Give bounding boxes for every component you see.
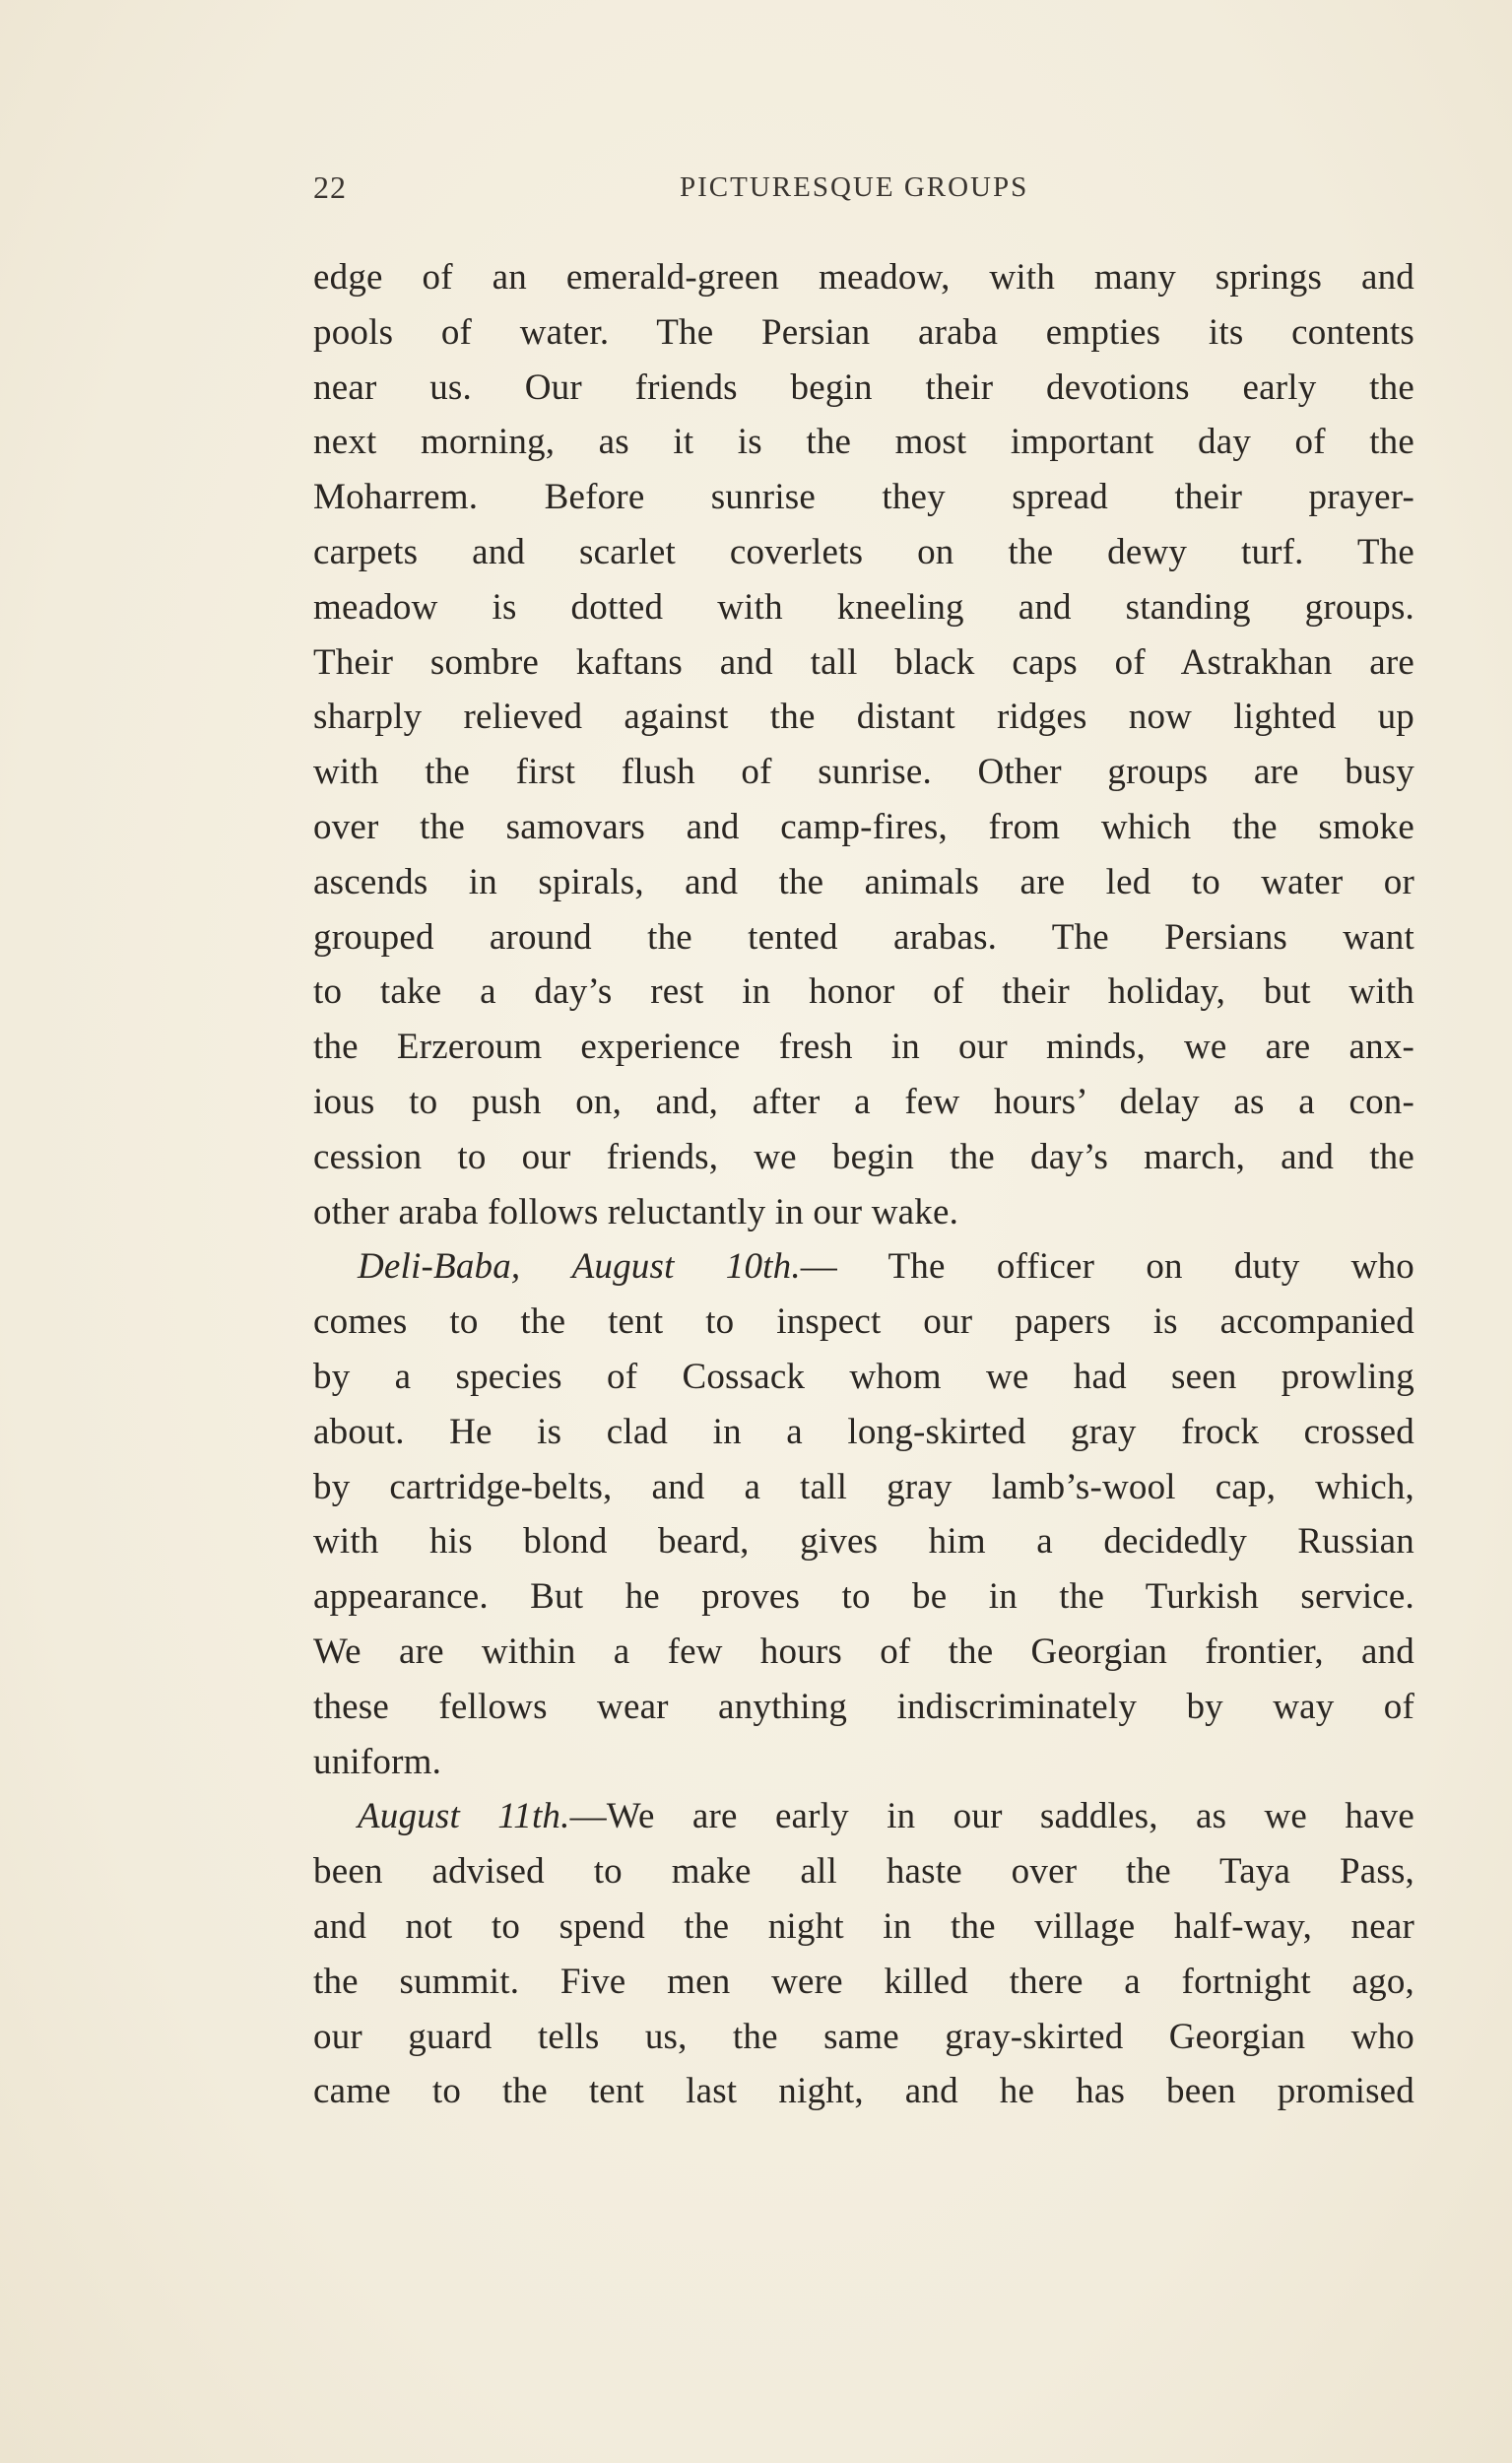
text-line: with the first flush of sunrise. Other groups are busy bbox=[313, 752, 1414, 793]
body-text bbox=[313, 250, 1414, 2119]
text-line: ious to push on, and, after a few hours’ delay as a con- bbox=[313, 1081, 1414, 1122]
text-line: comes to the tent to inspect our papers is accompanied bbox=[313, 1301, 1414, 1343]
text-line: to take a day’s rest in honor of their holiday, but with bbox=[313, 971, 1414, 1013]
text-line: with his blond beard, gives him a decidedly Russian bbox=[313, 1521, 1414, 1563]
text-line: other araba follows reluctantly in our wake. bbox=[313, 1191, 959, 1232]
text-line: by cartridge-belts, and a tall gray lamb’s-wool cap, which, bbox=[313, 1466, 1414, 1507]
text-line: carpets and scarlet coverlets on the dewy turf. The bbox=[313, 531, 1414, 572]
entry-date: August 11th. bbox=[358, 1796, 570, 1837]
text-line: near us. Our friends begin their devotions early the bbox=[313, 366, 1414, 408]
text-line: ascends in spirals, and the animals are led to water or bbox=[313, 861, 1414, 902]
text-line: Their sombre kaftans and tall black caps of Astrakhan are bbox=[313, 641, 1414, 683]
text-line: over the samovars and camp-fires, from which the smoke bbox=[313, 806, 1414, 847]
entry-date: August 10th. bbox=[571, 1246, 801, 1288]
text-line: by a species of Cossack whom we had seen prowling bbox=[313, 1356, 1414, 1397]
text-line: Moharrem. Before sunrise they spread their prayer- bbox=[313, 477, 1414, 518]
text-line: our guard tells us, the same gray-skirted Georgian who bbox=[313, 2016, 1414, 2057]
text-line: came to the tent last night, and he has been promised bbox=[313, 2071, 1414, 2112]
text-line: been advised to make all haste over the Taya Pass, bbox=[313, 1851, 1414, 1893]
text-line: grouped around the tented arabas. The Persians want bbox=[313, 916, 1414, 958]
text-line: these fellows wear anything indiscriminately by way of bbox=[313, 1686, 1414, 1727]
text-line: We are within a few hours of the Georgian frontier, and bbox=[313, 1631, 1414, 1672]
text-line: uniform. bbox=[313, 1741, 442, 1782]
text-line-entry-heading bbox=[313, 1789, 1414, 1844]
text-line: and not to spend the night in the village half-way, near bbox=[313, 1905, 1414, 1947]
text-line: meadow is dotted with kneeling and standing groups. bbox=[313, 586, 1414, 628]
entry-first-line: — The officer on duty who bbox=[800, 1246, 1415, 1288]
page-header bbox=[313, 169, 1414, 215]
text-line: the Erzeroum experience fresh in our minds, we are anx- bbox=[313, 1027, 1414, 1068]
text-line: pools of water. The Persian araba empties its contents bbox=[313, 311, 1414, 353]
paragraph-meadow bbox=[313, 250, 1414, 1239]
entry-place: Deli-Baba, bbox=[358, 1246, 521, 1288]
text-line: about. He is clad in a long-skirted gray frock crossed bbox=[313, 1411, 1414, 1452]
paragraph-deli-baba bbox=[313, 1239, 1414, 1789]
text-line: cession to our friends, we begin the day’s march, and the bbox=[313, 1136, 1414, 1177]
text-line-entry-heading bbox=[313, 1239, 1414, 1295]
text-line: sharply relieved against the distant ridges now lighted up bbox=[313, 697, 1414, 738]
page-number: 22 bbox=[313, 169, 347, 205]
text-line: next morning, as it is the most important day of the bbox=[313, 422, 1414, 463]
running-head: PICTURESQUE GROUPS bbox=[680, 171, 1029, 203]
paragraph-august-11 bbox=[313, 1789, 1414, 2119]
entry-first-line: —We are early in our saddles, as we have bbox=[569, 1796, 1415, 1837]
text-line: appearance. But he proves to be in the Turkish service. bbox=[313, 1576, 1414, 1618]
text-line: edge of an emerald-green meadow, with many springs and bbox=[313, 257, 1414, 298]
text-line: the summit. Five men were killed there a fortnight ago, bbox=[313, 1961, 1414, 2002]
